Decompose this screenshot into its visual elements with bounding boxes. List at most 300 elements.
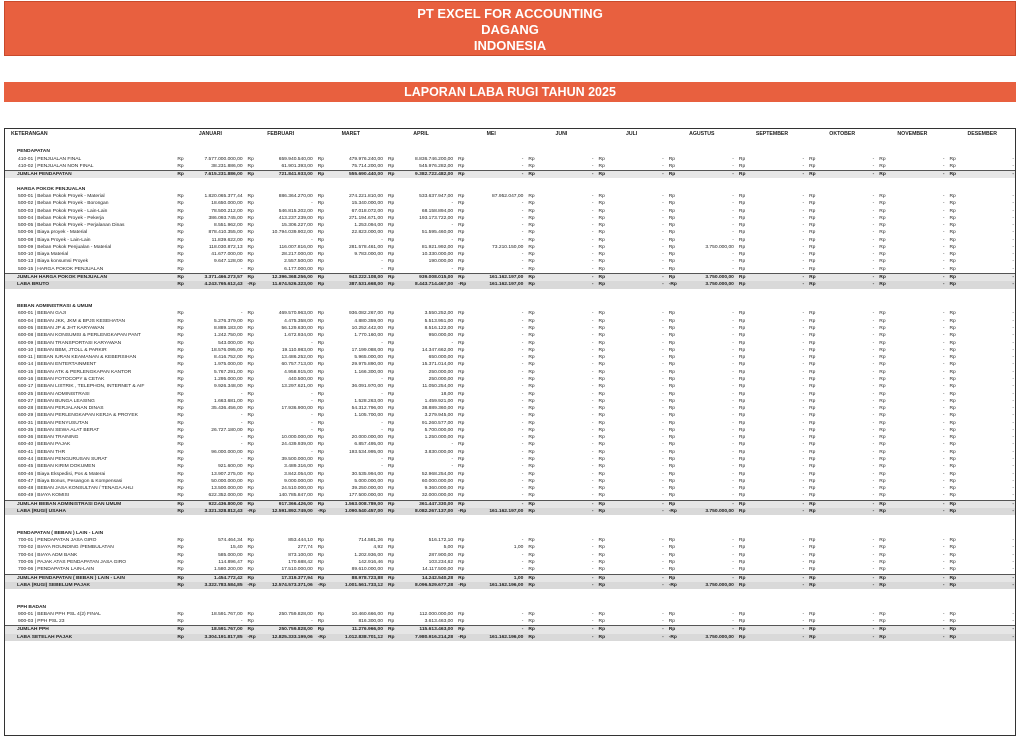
currency-symbol: Rp: [528, 230, 535, 236]
amount-cell: -: [521, 362, 524, 368]
account-label: 600-46 | Biaya Ekspedisi, Pos & Materai: [18, 471, 106, 477]
currency-symbol: Rp: [668, 391, 675, 397]
currency-symbol: Rp: [247, 493, 254, 499]
currency-symbol: Rp: [668, 215, 675, 221]
amount-cell: -: [521, 201, 524, 207]
amount-cell: 361.447.330,00: [396, 500, 456, 508]
amount-cell: 41.677.000,00: [211, 252, 243, 258]
amount-cell: -: [381, 340, 383, 346]
amount-cell: 18.650.000,00: [211, 201, 243, 207]
currency-symbol: Rp: [668, 244, 675, 250]
amount-cell: -: [521, 333, 524, 339]
currency-symbol: Rp: [949, 509, 957, 514]
currency-symbol: Rp: [387, 413, 395, 419]
currency-symbol: Rp: [879, 259, 886, 265]
amount-cell: -: [662, 464, 664, 470]
currency-symbol: -Rp: [668, 509, 677, 514]
currency-symbol: Rp: [879, 237, 886, 243]
amount-cell: -: [591, 311, 594, 317]
account-row: [5, 354, 1016, 361]
account-row: [5, 229, 1016, 236]
amount-cell: -: [802, 435, 805, 441]
amount-cell: -: [662, 230, 664, 236]
currency-symbol: Rp: [458, 201, 465, 207]
amount-cell: -: [537, 574, 597, 582]
currency-symbol: Rp: [809, 325, 816, 331]
currency-symbol: Rp: [247, 215, 254, 221]
currency-symbol: Rp: [387, 266, 395, 272]
amount-cell: -: [521, 471, 524, 477]
amount-cell: -: [942, 201, 945, 207]
account-row: [5, 310, 1016, 317]
amount-cell: -: [732, 362, 734, 368]
month-header: APRIL: [413, 131, 429, 138]
currency-symbol: Rp: [668, 420, 675, 426]
account-label: 900-03 | PPH PSL 23: [18, 619, 65, 625]
amount-cell: -: [732, 391, 734, 397]
amount-cell: 14.347.662,00: [421, 347, 454, 353]
amount-cell: 1.105.700,00: [354, 413, 383, 419]
amount-cell: 11.839.622,00: [211, 237, 243, 243]
amount-cell: -: [451, 340, 454, 346]
currency-symbol: Rp: [177, 435, 184, 441]
amount-cell: 18.576.095,00: [211, 347, 243, 353]
currency-symbol: Rp: [949, 237, 956, 243]
amount-cell: 35.436.456,00: [211, 406, 243, 412]
amount-cell: -: [888, 634, 948, 641]
currency-symbol: Rp: [668, 486, 675, 492]
currency-symbol: Rp: [177, 259, 184, 265]
amount-cell: -: [1012, 223, 1014, 229]
currency-symbol: Rp: [458, 156, 465, 162]
currency-symbol: Rp: [458, 369, 465, 375]
currency-symbol: Rp: [177, 275, 184, 281]
section-title: BEBAN ADMINISTRASI & UMUM: [17, 304, 93, 310]
amount-cell: -: [888, 281, 948, 288]
label-column-header: KETERANGAN: [11, 131, 48, 138]
amount-cell: -: [311, 619, 313, 625]
amount-cell: -: [451, 237, 454, 243]
currency-symbol: -Rp: [247, 634, 256, 640]
currency-symbol: Rp: [317, 282, 325, 288]
currency-symbol: Rp: [458, 333, 465, 339]
amount-cell: 574.464,34: [218, 538, 243, 544]
currency-symbol: Rp: [317, 376, 324, 382]
currency-symbol: Rp: [177, 333, 184, 339]
account-row: [5, 471, 1016, 478]
account-row: [5, 441, 1016, 448]
account-label: 700-06 | PENDAPATAN LAIN-LAIN: [18, 567, 95, 573]
amount-cell: -: [521, 457, 524, 463]
account-label: 700-05 | PAJAK ATAS PENDAPATAN JASA GIRO: [18, 559, 127, 565]
spacer-row: [5, 515, 1016, 522]
currency-symbol: Rp: [879, 619, 886, 625]
amount-cell: -: [1012, 435, 1014, 441]
amount-cell: 386.093.745,00: [208, 215, 243, 221]
currency-symbol: Rp: [598, 384, 605, 390]
month-header: JUNI: [555, 131, 568, 138]
amount-cell: -: [381, 391, 383, 397]
currency-symbol: Rp: [879, 413, 886, 419]
currency-symbol: Rp: [528, 413, 535, 419]
amount-cell: -: [872, 538, 875, 544]
amount-cell: -: [732, 413, 734, 419]
currency-symbol: Rp: [387, 582, 395, 588]
amount-cell: 4.243.765.612,43: [186, 281, 246, 288]
currency-symbol: Rp: [177, 478, 184, 484]
currency-symbol: Rp: [177, 559, 184, 565]
currency-symbol: Rp: [598, 318, 605, 324]
currency-symbol: Rp: [949, 376, 956, 382]
currency-symbol: Rp: [247, 259, 254, 265]
account-row: [5, 369, 1016, 376]
amount-cell: -: [1012, 244, 1014, 250]
currency-symbol: Rp: [528, 559, 535, 565]
amount-cell: -: [732, 193, 734, 199]
currency-symbol: Rp: [528, 442, 535, 448]
currency-symbol: Rp: [247, 627, 255, 633]
currency-symbol: Rp: [668, 457, 675, 463]
currency-symbol: Rp: [809, 501, 816, 507]
currency-symbol: Rp: [177, 215, 184, 221]
currency-symbol: -Rp: [458, 582, 467, 588]
currency-symbol: Rp: [879, 252, 886, 258]
currency-symbol: Rp: [247, 156, 254, 162]
currency-symbol: Rp: [528, 340, 535, 346]
amount-cell: -: [942, 156, 945, 162]
amount-cell: 250.759.828,00: [278, 611, 313, 617]
amount-cell: -: [662, 193, 664, 199]
amount-cell: -: [662, 266, 664, 272]
amount-cell: -: [802, 427, 805, 433]
currency-symbol: Rp: [949, 538, 956, 544]
amount-cell: -: [662, 449, 664, 455]
currency-symbol: Rp: [949, 627, 957, 633]
amount-cell: -: [888, 582, 948, 589]
amount-cell: 516.172,10: [428, 538, 454, 544]
currency-symbol: Rp: [247, 619, 254, 625]
currency-symbol: Rp: [949, 201, 956, 207]
account-label: 600-41 | BEBAN THR: [18, 449, 66, 455]
amount-cell: -: [1012, 252, 1014, 258]
currency-symbol: Rp: [949, 384, 956, 390]
amount-cell: 1.001.561.733,12: [326, 582, 386, 589]
amount-cell: -: [240, 619, 243, 625]
currency-symbol: Rp: [738, 538, 746, 544]
account-label: 600-17 | BEBAN LISTRIK , TELEPHON, INTERNET & AIF: [18, 384, 145, 390]
amount-cell: -: [1012, 464, 1014, 470]
amount-cell: -: [607, 574, 667, 582]
currency-symbol: Rp: [738, 244, 746, 250]
amount-cell: -: [591, 538, 594, 544]
amount-cell: -: [942, 559, 945, 565]
amount-cell: -: [732, 266, 734, 272]
amount-cell: -: [872, 442, 875, 448]
amount-cell: 13.486.252,00: [281, 355, 313, 361]
currency-symbol: Rp: [458, 347, 465, 353]
currency-symbol: Rp: [317, 420, 324, 426]
currency-symbol: Rp: [458, 493, 465, 499]
currency-symbol: Rp: [738, 567, 746, 573]
currency-symbol: Rp: [738, 449, 746, 455]
account-label: 600-10 | BEBAN BBM, JTOLL & PARKIR: [18, 347, 107, 353]
account-label: 600-28 | BEBAN PERJALANAN DINAS: [18, 406, 104, 412]
currency-symbol: Rp: [177, 413, 184, 419]
amount-cell: 853.444,10: [288, 538, 313, 544]
currency-symbol: Rp: [809, 478, 816, 484]
amount-cell: -: [732, 333, 734, 339]
amount-cell: -: [732, 201, 734, 207]
currency-symbol: Rp: [177, 427, 184, 433]
amount-cell: -: [732, 318, 734, 324]
amount-cell: -: [381, 266, 383, 272]
amount-cell: -: [381, 376, 383, 382]
currency-symbol: Rp: [528, 567, 535, 573]
amount-cell: -: [1012, 420, 1014, 426]
amount-cell: -: [591, 376, 594, 382]
amount-cell: -: [872, 215, 875, 221]
currency-symbol: Rp: [949, 163, 956, 169]
currency-symbol: Rp: [809, 559, 816, 565]
amount-cell: -: [888, 171, 948, 179]
currency-symbol: Rp: [949, 552, 956, 558]
amount-cell: 533.637.947,00: [419, 193, 454, 199]
currency-symbol: Rp: [458, 244, 465, 250]
currency-symbol: Rp: [879, 369, 886, 375]
amount-cell: -: [591, 486, 594, 492]
amount-cell: 1,00: [513, 545, 524, 551]
currency-symbol: Rp: [809, 406, 816, 412]
amount-cell: 15.306.227,00: [281, 223, 313, 229]
currency-symbol: Rp: [598, 362, 605, 368]
currency-symbol: Rp: [598, 442, 605, 448]
amount-cell: -: [1012, 471, 1014, 477]
currency-symbol: Rp: [949, 223, 956, 229]
currency-symbol: Rp: [247, 163, 254, 169]
amount-cell: 10.252.442,00: [351, 325, 383, 331]
currency-symbol: Rp: [458, 575, 465, 581]
currency-symbol: Rp: [387, 627, 395, 633]
amount-cell: -: [942, 362, 945, 368]
currency-symbol: Rp: [949, 501, 957, 507]
amount-cell: -: [521, 311, 524, 317]
amount-cell: -: [466, 626, 526, 634]
amount-cell: -: [451, 201, 454, 207]
amount-cell: 479.976.240,00: [348, 156, 383, 162]
amount-cell: -: [240, 266, 243, 272]
amount-cell: -: [872, 545, 875, 551]
amount-cell: 73.210.150,00: [492, 244, 524, 250]
currency-symbol: Rp: [738, 545, 746, 551]
currency-symbol: Rp: [809, 627, 816, 633]
currency-symbol: Rp: [809, 575, 816, 581]
currency-symbol: Rp: [317, 435, 324, 441]
amount-cell: 7.615.231.886,00: [186, 171, 246, 179]
amount-cell: -: [311, 201, 313, 207]
amount-cell: -: [872, 493, 875, 499]
amount-cell: -: [591, 406, 594, 412]
section-title: PPH BADAN: [17, 604, 47, 610]
amount-cell: -: [662, 435, 664, 441]
currency-symbol: Rp: [247, 333, 254, 339]
currency-symbol: Rp: [387, 634, 395, 640]
amount-cell: -: [888, 508, 948, 515]
currency-symbol: Rp: [247, 201, 254, 207]
currency-symbol: Rp: [177, 266, 184, 272]
currency-symbol: Rp: [317, 559, 324, 565]
amount-cell: -: [662, 406, 664, 412]
amount-cell: 274.221.810,00: [348, 193, 383, 199]
spacer-row: [5, 296, 1016, 303]
amount-cell: -: [732, 347, 734, 353]
currency-symbol: Rp: [528, 391, 535, 397]
currency-symbol: Rp: [738, 634, 746, 640]
currency-symbol: Rp: [598, 478, 605, 484]
amount-cell: -: [802, 413, 805, 419]
currency-symbol: Rp: [177, 406, 184, 412]
amount-cell: -: [872, 486, 875, 492]
amount-cell: -: [802, 478, 805, 484]
amount-cell: -: [662, 391, 664, 397]
currency-symbol: Rp: [177, 449, 184, 455]
amount-cell: 1.528.263,00: [354, 398, 383, 404]
amount-cell: -: [451, 223, 454, 229]
currency-symbol: Rp: [879, 266, 886, 272]
amount-cell: -: [732, 435, 734, 441]
amount-cell: -: [1012, 156, 1014, 162]
currency-symbol: Rp: [317, 355, 324, 361]
account-label: 600-16 | BEBAN FOTOCOPY & CETAK: [18, 376, 105, 382]
currency-symbol: Rp: [598, 201, 605, 207]
section-header-row: [5, 148, 1016, 155]
amount-cell: -: [802, 376, 805, 382]
currency-symbol: Rp: [528, 478, 535, 484]
currency-symbol: Rp: [879, 634, 886, 640]
currency-symbol: Rp: [528, 333, 535, 339]
amount-cell: -: [942, 538, 945, 544]
amount-cell: -: [607, 508, 667, 515]
currency-symbol: Rp: [809, 215, 816, 221]
currency-symbol: Rp: [738, 471, 746, 477]
currency-symbol: Rp: [247, 172, 255, 178]
currency-symbol: Rp: [879, 384, 886, 390]
amount-cell: 1.242.750,00: [213, 333, 243, 339]
amount-cell: 3.489.316,00: [284, 464, 313, 470]
amount-cell: -: [1012, 311, 1014, 317]
currency-symbol: Rp: [458, 318, 465, 324]
amount-cell: 936.082.267,00: [348, 311, 383, 317]
currency-symbol: -Rp: [317, 634, 326, 640]
amount-cell: 15.340.000,00: [351, 201, 383, 207]
amount-cell: -: [817, 281, 877, 288]
amount-cell: -: [1012, 413, 1014, 419]
currency-symbol: Rp: [528, 355, 535, 361]
currency-symbol: Rp: [738, 223, 746, 229]
section-header-row: [5, 303, 1016, 310]
amount-cell: -: [817, 626, 877, 634]
amount-cell: 9.926.348,00: [213, 384, 243, 390]
amount-cell: -: [732, 237, 734, 243]
amount-cell: -: [311, 340, 313, 346]
month-header: DESEMBER: [967, 131, 997, 138]
account-label: JUMLAH PENDAPATAN ( BEBAN ) LAIN - LAIN: [5, 574, 175, 582]
amount-cell: 9.000.000,00: [284, 478, 313, 484]
amount-cell: -: [537, 171, 597, 179]
amount-cell: 15,40: [230, 545, 243, 551]
amount-cell: 6.177.000,00: [284, 266, 313, 272]
amount-cell: -: [732, 567, 734, 573]
currency-symbol: Rp: [317, 237, 324, 243]
currency-symbol: Rp: [458, 355, 465, 361]
currency-symbol: Rp: [458, 420, 465, 426]
currency-symbol: Rp: [879, 355, 886, 361]
currency-symbol: Rp: [668, 259, 675, 265]
amount-cell: -: [521, 230, 524, 236]
currency-symbol: Rp: [949, 464, 956, 470]
currency-symbol: Rp: [809, 201, 816, 207]
account-label: 600-11 | BEBAN IURAN KEAMANAN & KEBERSIHAN: [18, 355, 137, 361]
account-row: [5, 485, 1016, 492]
amount-cell: -: [942, 398, 945, 404]
currency-symbol: Rp: [738, 259, 746, 265]
currency-symbol: Rp: [809, 362, 816, 368]
amount-cell: -: [747, 508, 807, 515]
amount-cell: -: [607, 634, 667, 641]
amount-cell: -: [591, 478, 594, 484]
currency-symbol: Rp: [879, 318, 886, 324]
currency-symbol: Rp: [177, 355, 184, 361]
currency-symbol: Rp: [949, 420, 956, 426]
currency-symbol: Rp: [809, 398, 816, 404]
currency-symbol: Rp: [738, 413, 746, 419]
amount-cell: 1.295.000,00: [213, 376, 243, 382]
currency-symbol: Rp: [598, 413, 605, 419]
amount-cell: -: [732, 449, 734, 455]
currency-symbol: Rp: [177, 208, 184, 214]
currency-symbol: Rp: [738, 163, 746, 169]
currency-symbol: Rp: [387, 369, 395, 375]
currency-symbol: Rp: [598, 634, 606, 640]
currency-symbol: Rp: [809, 318, 816, 324]
amount-cell: -: [662, 420, 664, 426]
amount-cell: -: [942, 376, 945, 382]
amount-cell: -: [591, 464, 594, 470]
currency-symbol: Rp: [598, 449, 605, 455]
currency-symbol: Rp: [598, 493, 605, 499]
currency-symbol: Rp: [317, 318, 324, 324]
currency-symbol: Rp: [247, 369, 254, 375]
amount-cell: -: [607, 626, 667, 634]
amount-cell: -: [662, 552, 664, 558]
amount-cell: 18.591.767,00: [186, 626, 246, 634]
currency-symbol: Rp: [949, 413, 956, 419]
currency-symbol: Rp: [949, 486, 956, 492]
currency-symbol: Rp: [668, 442, 675, 448]
account-label: 600-40 | BEBAN PAJAK: [18, 442, 71, 448]
amount-cell: 17.319.377,94: [256, 574, 316, 582]
currency-symbol: Rp: [668, 611, 675, 617]
currency-symbol: Rp: [809, 471, 816, 477]
amount-cell: -: [802, 398, 805, 404]
amount-cell: -: [591, 237, 594, 243]
currency-symbol: Rp: [317, 347, 324, 353]
amount-cell: 116.007.816,00: [279, 244, 313, 250]
currency-symbol: Rp: [177, 398, 184, 404]
amount-cell: -: [732, 442, 734, 448]
currency-symbol: Rp: [668, 172, 676, 178]
account-row: [5, 412, 1016, 419]
amount-cell: 1.250.000,00: [424, 435, 454, 441]
